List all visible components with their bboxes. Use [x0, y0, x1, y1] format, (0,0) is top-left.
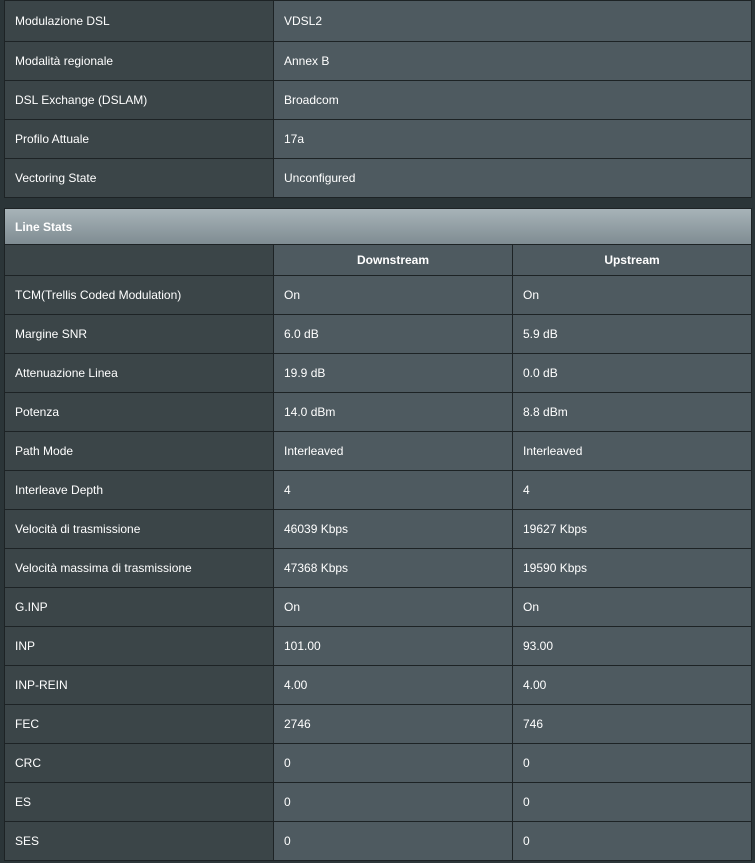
table-row [5, 471, 752, 510]
line-stats-header [4, 208, 752, 246]
row-value: 17a [274, 120, 752, 159]
upstream-value: 0 [513, 783, 752, 822]
row-label: INP [5, 627, 274, 666]
row-label: Modalità regionale [5, 42, 274, 81]
upstream-value: Interleaved [513, 432, 752, 471]
downstream-value: 0 [274, 744, 513, 783]
upstream-value: 5.9 dB [513, 315, 752, 354]
row-label: Interleave Depth [5, 471, 274, 510]
column-header-upstream: Upstream [513, 245, 752, 276]
row-label: Modulazione DSL [5, 1, 274, 42]
line-stats-table [4, 244, 752, 861]
upstream-value: 0 [513, 822, 752, 861]
downstream-value: 47368 Kbps [274, 549, 513, 588]
table-row [5, 393, 752, 432]
row-label: Profilo Attuale [5, 120, 274, 159]
table-row [5, 705, 752, 744]
upstream-value: On [513, 276, 752, 315]
table-row [5, 588, 752, 627]
downstream-value: 0 [274, 783, 513, 822]
dsl-info-table [4, 0, 752, 198]
row-label: Attenuazione Linea [5, 354, 274, 393]
downstream-value: On [274, 276, 513, 315]
table-row [5, 627, 752, 666]
upstream-value: 4.00 [513, 666, 752, 705]
upstream-value: 0.0 dB [513, 354, 752, 393]
upstream-value: 19590 Kbps [513, 549, 752, 588]
row-label: Velocità massima di trasmissione [5, 549, 274, 588]
table-row [5, 276, 752, 315]
table-row [5, 1, 752, 42]
upstream-value: 746 [513, 705, 752, 744]
table-row [5, 432, 752, 471]
downstream-value: 4 [274, 471, 513, 510]
upstream-value: 8.8 dBm [513, 393, 752, 432]
downstream-value: 0 [274, 822, 513, 861]
column-header-downstream: Downstream [274, 245, 513, 276]
row-label: Velocità di trasmissione [5, 510, 274, 549]
table-row [5, 81, 752, 120]
row-label: INP-REIN [5, 666, 274, 705]
row-label: DSL Exchange (DSLAM) [5, 81, 274, 120]
upstream-value: 4 [513, 471, 752, 510]
downstream-value: 14.0 dBm [274, 393, 513, 432]
downstream-value: 101.00 [274, 627, 513, 666]
table-row [5, 822, 752, 861]
row-value: Broadcom [274, 81, 752, 120]
table-row [5, 510, 752, 549]
table-row [5, 159, 752, 198]
table-row [5, 42, 752, 81]
column-header-row [5, 245, 752, 276]
upstream-value: 93.00 [513, 627, 752, 666]
downstream-value: 4.00 [274, 666, 513, 705]
upstream-value: 0 [513, 744, 752, 783]
downstream-value: 46039 Kbps [274, 510, 513, 549]
table-row [5, 666, 752, 705]
table-row [5, 120, 752, 159]
row-label: Path Mode [5, 432, 274, 471]
downstream-value: On [274, 588, 513, 627]
downstream-value: 6.0 dB [274, 315, 513, 354]
row-label: SES [5, 822, 274, 861]
line-stats-title: Line Stats [15, 220, 73, 234]
upstream-value: On [513, 588, 752, 627]
row-label: TCM(Trellis Coded Modulation) [5, 276, 274, 315]
row-label: G.INP [5, 588, 274, 627]
row-label: Vectoring State [5, 159, 274, 198]
upstream-value: 19627 Kbps [513, 510, 752, 549]
table-row [5, 549, 752, 588]
row-value: Unconfigured [274, 159, 752, 198]
downstream-value: 2746 [274, 705, 513, 744]
line-stats-body [5, 276, 752, 861]
row-label: CRC [5, 744, 274, 783]
row-label: Margine SNR [5, 315, 274, 354]
downstream-value: 19.9 dB [274, 354, 513, 393]
table-row [5, 744, 752, 783]
downstream-value: Interleaved [274, 432, 513, 471]
row-value: VDSL2 [274, 1, 752, 42]
table-row [5, 783, 752, 822]
row-label: ES [5, 783, 274, 822]
table-row [5, 354, 752, 393]
row-label: Potenza [5, 393, 274, 432]
empty-header-cell [5, 245, 274, 276]
row-label: FEC [5, 705, 274, 744]
row-value: Annex B [274, 42, 752, 81]
table-row [5, 315, 752, 354]
